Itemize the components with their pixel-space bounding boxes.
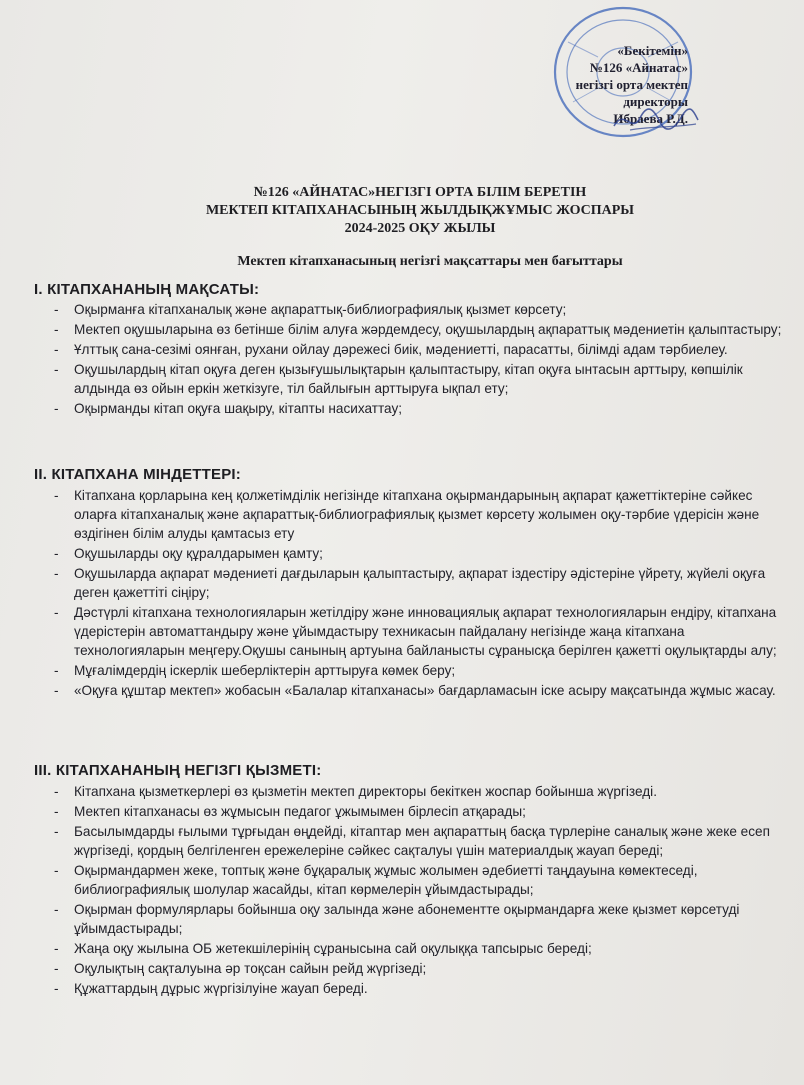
approval-line: негізгі орта мектеп: [575, 77, 688, 92]
section-services-list: [44, 782, 796, 999]
section-heading-goal: I. КІТАПХАНАНЫҢ МАҚСАТЫ:: [34, 281, 260, 298]
document-title: [60, 184, 780, 238]
section-tasks-list: [44, 486, 796, 701]
approval-line: директоры: [623, 94, 688, 109]
title-line: 2024-2025 ОҚУ ЖЫЛЫ: [344, 221, 496, 236]
list-item: - Оқулықтың сақталуына әр тоқсан сайын рейд жүргізеді;: [44, 959, 796, 978]
list-item: - Жаңа оқу жылына ОБ жетекшілерінің сұранысына сай оқулыққа тапсырыс береді;: [44, 939, 796, 958]
section-goal-list: [44, 300, 796, 419]
list-item: - Мектеп кітапханасы өз жұмысын педагог ұжымымен бірлесіп атқарады;: [44, 802, 796, 821]
list-item: - Мұғалімдердің іскерлік шеберліктерін арттыруға көмек беру;: [44, 661, 796, 680]
list-item: - Оқушыларда ақпарат мәдениеті дағдыларын қалыптастыру, ақпарат іздестіру әдістеріне үйрету, жүйелі оқуға деген қажеттіті сіңіру;: [44, 564, 796, 602]
list-item: - Ұлттық сана-сезімі оянған, рухани ойлау дәрежесі биік, мәдениетті, парасатты, білімді адам тәрбиелеу.: [44, 340, 796, 359]
list-item: - Дәстүрлі кітапхана технологияларын жетілдіру және инновациялық ақпарат технологияларын ендіру, кітапхана үдерістерін автоматтандыру және ұйымдастыру техникасын пайдалану негізінде жаңа кітапхана технологияларын меңгеру.Оқушы санының артуына байланысты сұранысқа берілген қажетті оқулықтарды алу;: [44, 603, 796, 660]
section-heading-tasks: II. КІТАПХАНА МІНДЕТТЕРІ:: [34, 466, 241, 483]
approval-line: №126 «Айнатас»: [589, 60, 688, 75]
list-item: - Оқушылардың кітап оқуға деген қызығушылықтарын қалыптастыру, кітап оқуға ынтасын арттыру, көпшілік алдында өз ойын еркін жеткізуге, тіл байлығын арттыруға ықпал ету;: [44, 360, 796, 398]
list-item: - Оқырманға кітапханалық және ақпараттық-библиографиялық қызмет көрсету;: [44, 300, 796, 319]
list-item: - Мектеп оқушыларына өз бетінше білім алуға жәрдемдесу, оқушылардың ақпараттық мәдениетін қалыптастыру;: [44, 320, 796, 339]
document-subtitle: Мектеп кітапханасының негізгі мақсаттары мен бағыттары: [237, 254, 623, 269]
handwritten-signature: [610, 100, 700, 140]
approval-line: «Бекітемін»: [617, 43, 688, 58]
list-item: - Оқырман формулярлары бойынша оқу залында және абонементте оқырмандарға жеке қызмет көрсетуді ұйымдастырады;: [44, 900, 796, 938]
list-item: - Кітапхана қызметкерлері өз қызметін мектеп директоры бекіткен жоспар бойынша жүргізеді.: [44, 782, 796, 801]
list-item: - Кітапхана қорларына кең қолжетімділік негізінде кітапхана оқырмандарының ақпарат қажеттіктеріне сәйкес оларға кітапханалық және ақпараттық-библиографиялық қызмет көрсету жолымен оқу-тәрбие үдерісін және өздігінен білім алуды қамтасыз ету: [44, 486, 796, 543]
list-item: - Басылымдарды ғылыми тұрғыдан өңдейді, кітаптар мен ақпараттың басқа түрлеріне саналық және жеке есеп жүргізеді, қордың белгіленген ережелеріне сәйкес сақталуы үшін материалдық жауап береді;: [44, 822, 796, 860]
list-item: - Оқырмандармен жеке, топтық және бұқаралық жұмыс жолымен әдебиетті таңдауына көмектеседі, библиографиялық шолулар жасайды, кітап көрмелерін ұйымдастырады;: [44, 861, 796, 899]
list-item: - Оқушыларды оқу құралдарымен қамту;: [44, 544, 796, 563]
title-line: МЕКТЕП КІТАПХАНАСЫНЫҢ ЖЫЛДЫҚЖҰМЫС ЖОСПАРЫ: [205, 203, 635, 218]
list-item: - Оқырманды кітап оқуға шақыру, кітапты насихаттау;: [44, 399, 796, 418]
section-heading-services: III. КІТАПХАНАНЫҢ НЕГІЗГІ ҚЫЗМЕТІ:: [34, 762, 322, 779]
title-line: №126 «АЙНАТАС»НЕГІЗГІ ОРТА БІЛІМ БЕРЕТІН: [253, 185, 587, 200]
list-item: - «Оқуға құштар мектеп» жобасын «Балалар кітапханасы» бағдарламасын іске асыру мақсатында жұмыс жасау.: [44, 681, 796, 700]
approval-line: Ибраева Р.Д.: [613, 111, 688, 126]
list-item: - Құжаттардың дұрыс жүргізілуіне жауап береді.: [44, 979, 796, 998]
